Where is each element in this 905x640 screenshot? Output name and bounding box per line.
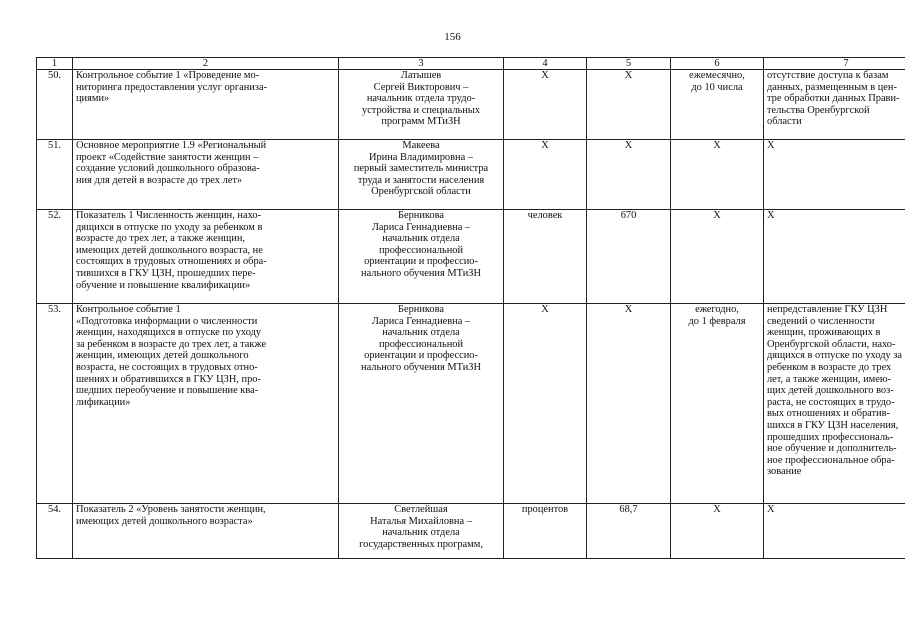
deadline [671,304,764,504]
risk-description [764,70,905,140]
event-description [73,70,339,140]
risk-description-line: области [767,116,802,128]
unit-of-measure: Х [504,140,587,210]
event-description-line: возрасте до трех лет, а также женщин, [76,233,245,245]
responsible-person-line: Оренбургской области [371,186,471,198]
unit-of-measure: процентов [504,504,587,559]
risk-description [764,210,905,304]
event-description-line: женщин, имеющих детей дошкольного [76,350,249,362]
event-description [73,304,339,504]
risk-description [764,504,905,559]
responsible-person-line: начальник отдела [382,233,460,245]
target-value: 68,7 [587,504,671,559]
event-description-line: за ребенком в возрасте до трех лет, а также [76,338,267,350]
event-description-line: шедших переобучение и повышение ква- [76,385,259,397]
column-header-row [37,58,905,70]
column-header: 3 [339,58,504,70]
responsible-person-line: нального обучения МТиЗН [361,361,481,373]
responsible-person-line: нального обучения МТиЗН [361,267,481,279]
table-row [37,504,905,559]
target-value: Х [587,304,671,504]
responsible-person-line: профессиональной [378,338,464,350]
deadline-line: до 1 февраля [688,315,746,327]
table-row [37,304,905,504]
responsible-person-line: Лариса Геннадиевна – [371,221,471,233]
column-header: 4 [504,58,587,70]
responsible-person-line: первый заместитель министра [353,163,489,175]
responsible-person-line: Берникова [398,304,444,315]
event-description-line: ниторинга предоставления услуг организа- [76,81,268,93]
event-description [73,504,339,559]
responsible-person [339,210,504,304]
risk-description-line: женщин, проживающих в [767,327,881,339]
column-header: 5 [587,58,671,70]
deadline-line: Х [713,140,721,151]
responsible-person-line: Лариса Геннадиевна – [371,315,471,327]
deadline [671,210,764,304]
row-number: 50. [37,70,73,140]
event-description-line: имеющих детей дошкольного возраста, не [76,244,263,256]
deadline-line: ежемесячно, [689,70,745,81]
responsible-person-line: ориентации и профессио- [364,256,478,268]
table-row [37,210,905,304]
event-description-line: тившихся в ГКУ ЦЗН, прошедших пере- [76,267,256,279]
event-description-line: создание условий дошкольного образова- [76,163,260,175]
target-value: Х [587,140,671,210]
risk-description-line: дящихся в отпуске по уходу за [767,350,903,362]
unit-of-measure: Х [504,70,587,140]
risk-description-line: Оренбургской области, нахо- [767,338,896,350]
risk-description-line: раста, не состоящих в трудо- [767,396,895,408]
unit-of-measure: человек [504,210,587,304]
risk-description-line: тельства Оренбургской [767,104,870,116]
risk-description-line: сведений о численности [767,315,875,327]
deadline-line: до 10 числа [691,81,743,93]
column-header: 2 [73,58,339,70]
event-description-line: имеющих детей дошкольного возраста» [76,515,253,527]
event-description-line: Контрольное событие 1 «Проведение мо- [76,70,260,81]
column-header: 6 [671,58,764,70]
deadline-line: Х [713,210,721,221]
data-table [36,57,905,559]
risk-description-line: Х [767,504,775,515]
row-number: 51. [37,140,73,210]
risk-description-line: данных, размещенным в цен- [767,81,897,93]
risk-description-line: зование [767,466,802,478]
risk-description [764,304,905,504]
risk-description-line: ное профессиональное обра- [767,454,895,466]
risk-description-line: ребенком в возрасте до трех [767,361,892,373]
event-description-line: проект «Содействие занятости женщин – [76,151,259,163]
event-description-line: шениях и обратившихся в ГКУ ЦЗН, про- [76,373,261,385]
event-description-line: Показатель 1 Численность женщин, нахо- [76,210,262,221]
event-description-line: «Подготовка информации о численности [76,315,258,327]
target-value: 670 [587,210,671,304]
responsible-person-line: программ МТиЗН [381,116,461,128]
event-description-line: обучение и повышение квалификации» [76,279,251,291]
responsible-person-line: Ирина Владимировна – [368,151,473,163]
responsible-person-line: Берникова [398,210,444,221]
deadline [671,504,764,559]
responsible-person-line: Макеева [402,140,440,151]
row-number: 53. [37,304,73,504]
event-description-line: лификации» [76,396,131,408]
event-description [73,140,339,210]
table-row [37,140,905,210]
column-header: 7 [764,58,905,70]
deadline [671,140,764,210]
responsible-person-line: государственных программ, [359,538,483,550]
responsible-person-line: Латышев [400,70,442,81]
deadline [671,70,764,140]
responsible-person-line: начальник отдела трудо- [366,93,476,105]
risk-description-line: вых отношениях и обратив- [767,408,890,420]
responsible-person-line: Наталья Михайловна – [370,515,472,527]
row-number: 54. [37,504,73,559]
responsible-person-line: Светлейшая [394,504,448,515]
page-number: 156 [444,31,461,43]
deadline-line: Х [713,504,721,515]
responsible-person-line: труда и занятости населения [357,174,485,186]
event-description [73,210,339,304]
risk-description-line: Х [767,210,775,221]
event-description-line: дящихся в отпуске по уходу за ребенком в [76,221,263,233]
event-description-line: возраста, не состоящих в трудовых отно- [76,361,258,373]
risk-description-line: щих детей дошкольного воз- [767,385,894,397]
event-description-line: Показатель 2 «Уровень занятости женщин, [76,504,266,515]
event-description-line: ния для детей в возрасте до трех лет» [76,174,243,186]
target-value: Х [587,70,671,140]
responsible-person [339,504,504,559]
deadline-line: ежегодно, [695,304,739,315]
risk-description-line: тре обработки данных Прави- [767,93,900,105]
responsible-person [339,140,504,210]
table-row [37,70,905,140]
event-description-line: женщин, находящихся в отпуске по уходу [76,327,262,339]
row-number: 52. [37,210,73,304]
event-description-line: циями» [76,93,110,105]
responsible-person-line: ориентации и профессио- [364,350,478,362]
responsible-person-line: Сергей Викторович – [373,81,469,93]
risk-description-line: отсутствие доступа к базам [767,70,889,81]
responsible-person [339,304,504,504]
responsible-person [339,70,504,140]
risk-description-line: прошедших профессиональ- [767,431,894,443]
responsible-person-line: начальник отдела [382,527,460,539]
column-header: 1 [37,58,73,70]
risk-description-line: непредставление ГКУ ЦЗН [767,304,888,315]
risk-description-line: Х [767,140,775,151]
risk-description-line: шихся в ГКУ ЦЗН населения, [767,419,899,431]
risk-description-line: лет, а также женщин, имею- [767,373,892,385]
risk-description [764,140,905,210]
responsible-person-line: устройства и специальных [362,104,480,116]
unit-of-measure: Х [504,304,587,504]
risk-description-line: ное обучение и дополнитель- [767,443,897,455]
event-description-line: Контрольное событие 1 [76,304,181,315]
responsible-person-line: профессиональной [378,244,464,256]
event-description-line: состоящих в трудовых отношениях и обра- [76,256,267,268]
responsible-person-line: начальник отдела [382,327,460,339]
event-description-line: Основное мероприятие 1.9 «Региональный [76,140,267,151]
